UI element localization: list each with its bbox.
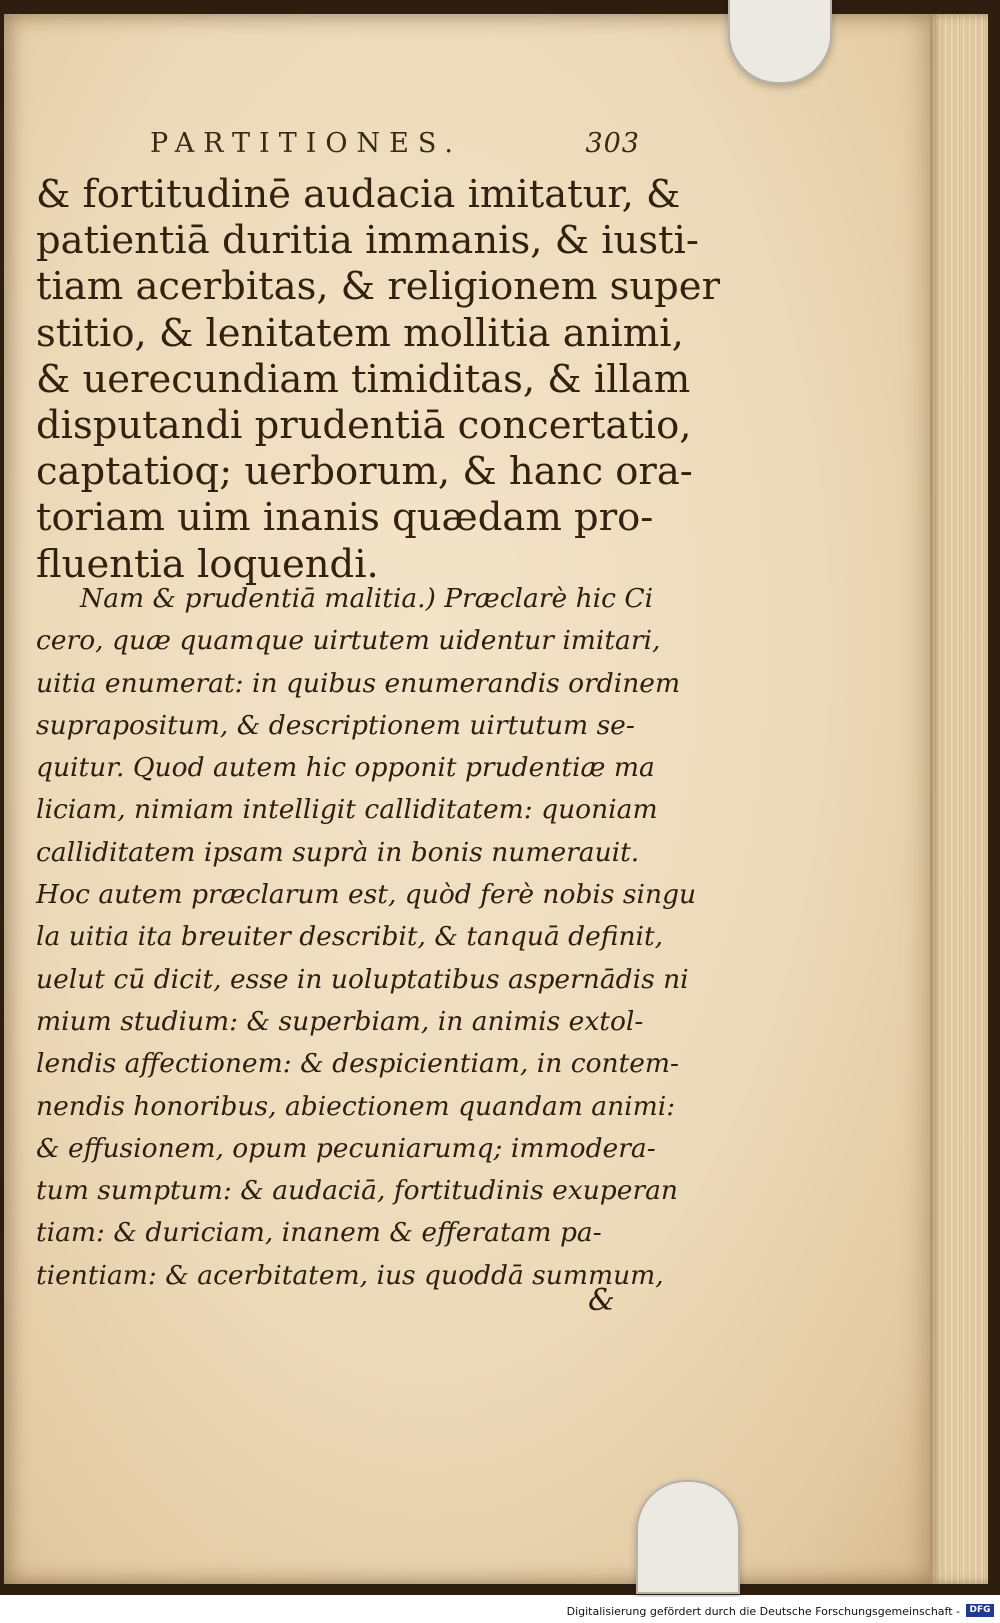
commentary-line: nendis honoribus, abiectionem quandam animi: (36, 1090, 676, 1122)
commentary-line: quitur. Quod autem hic opponit prudentiæ ma (36, 752, 655, 784)
running-header (150, 128, 640, 168)
dfg-logo: DFG (966, 1604, 994, 1617)
commentary-line: uelut cū dicit, esse in uoluptatibus aspernādis ni (36, 963, 689, 995)
text-line: captatioq; uerborum, & hanc ora- (36, 449, 693, 495)
footer-bar (0, 1597, 1000, 1623)
commentary-line: cero, quæ quamque uirtutem uidentur imitari, (36, 625, 661, 657)
commentary-line: tiam: & duriciam, inanem & efferatam pa- (36, 1217, 602, 1249)
commentary-line: tum sumptum: & audaciā, fortitudinis exuperan (36, 1175, 678, 1207)
text-line: fluentia loquendi. (36, 541, 379, 587)
commentary-line: Nam & prudentiā malitia.) Præclarè hic Ci (80, 583, 654, 614)
text-line: toriam uim inanis quædam pro- (36, 495, 654, 541)
book-clip-bottom (636, 1480, 740, 1594)
commentary-line: Hoc autem præclarum est, quòd ferè nobis singu (36, 879, 697, 911)
catchword: & (588, 1283, 615, 1318)
text-line: & fortitudinē audacia imitatur, & (36, 172, 681, 217)
footer-credit: Digitalisierung gefördert durch die Deutsche Forschungsgemeinschaft - (566, 1605, 960, 1618)
commentary-line: lendis affectionem: & despicientiam, in contem- (36, 1048, 680, 1080)
commentary-line: calliditatem ipsam suprà in bonis numerauit. (36, 836, 640, 868)
commentary-line: tientiam: & acerbitatem, ius quoddā summum, (36, 1259, 664, 1291)
commentary-line: mium studium: & superbiam, in animis extol- (36, 1005, 644, 1037)
commentary-line: suprapositum, & descriptionem uirtutum se- (36, 709, 635, 741)
text-line: tiam acerbitas, & religionem super (36, 264, 720, 310)
commentary-line: uitia enumerat: in quibus enumerandis ordinem (36, 667, 681, 699)
running-title: PARTITIONES. (150, 128, 462, 159)
commentary-block (36, 578, 697, 1297)
text-line: disputandi prudentiā concertatio, (36, 403, 692, 449)
text-line: patientiā duritia immanis, & iusti- (36, 218, 699, 264)
page-number: 303 (585, 128, 640, 159)
commentary-line: la uitia ita breuiter describit, & tanquā definit, (36, 921, 664, 953)
main-text-block (36, 172, 720, 588)
text-line: stitio, & lenitatem mollitia animi, (36, 310, 684, 356)
commentary-line: & effusionem, opum pecuniarumq; immodera- (36, 1132, 656, 1164)
commentary-line: liciam, nimiam intelligit calliditatem: quoniam (36, 794, 658, 826)
text-line: & uerecundiam timiditas, & illam (36, 356, 691, 402)
page-fore-edge (930, 14, 988, 1584)
